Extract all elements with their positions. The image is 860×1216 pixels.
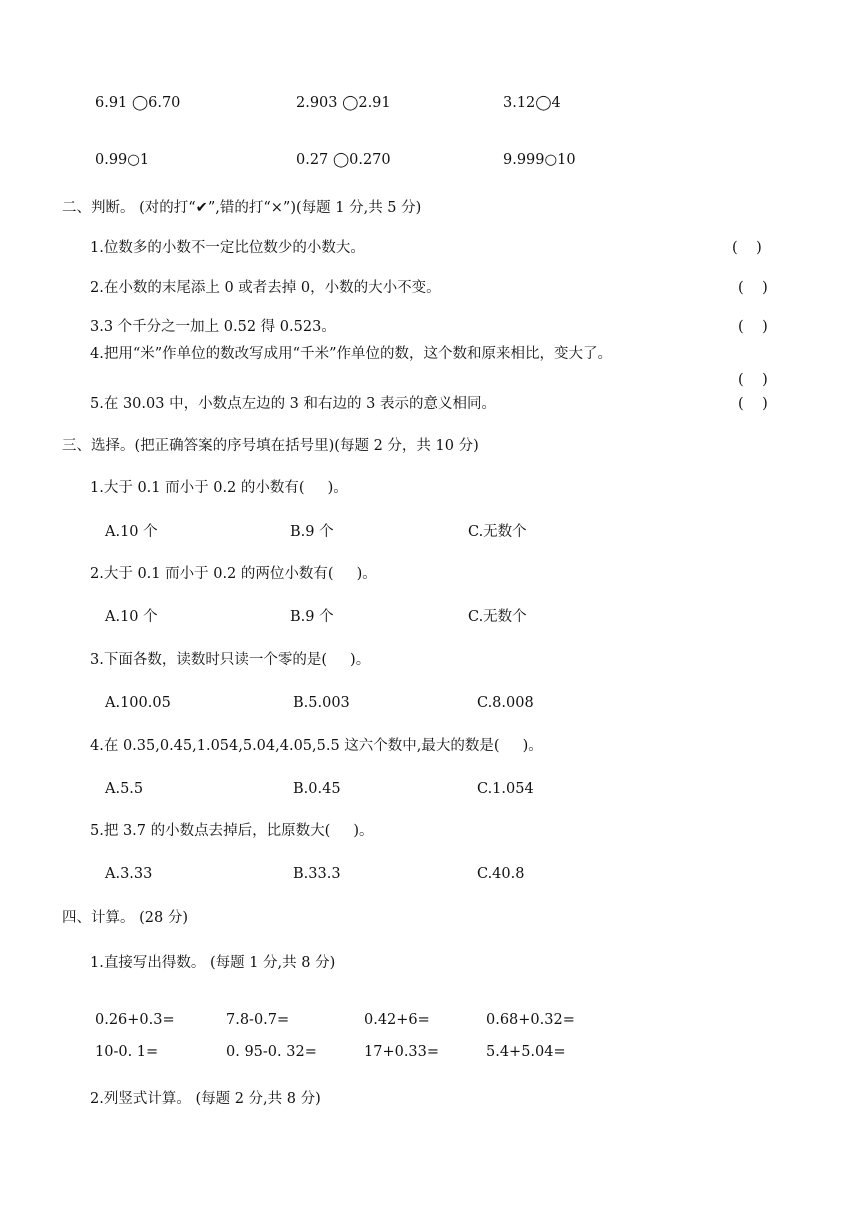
choice-option: A.3.33	[105, 866, 153, 882]
choice-question: 4.在 0.35,0.45,1.054,5.04,4.05,5.5 这六个数中,最大的数是( )。	[90, 738, 543, 754]
section-heading-calc: 四、计算。 (28 分)	[62, 910, 188, 926]
choice-option: B.33.3	[293, 866, 341, 882]
compare-item: 6.91 ◯6.70	[95, 95, 181, 111]
choice-option: A.100.05	[105, 695, 171, 711]
choice-question: 5.把 3.7 的小数点去掉后，比原数大( )。	[90, 823, 374, 839]
calc-item: 0.26+0.3=	[95, 1012, 175, 1028]
choice-option: B.5.003	[293, 695, 350, 711]
compare-item: 9.999○10	[503, 152, 576, 168]
compare-item: 0.99○1	[95, 152, 150, 168]
choice-option: A.5.5	[105, 781, 144, 797]
answer-paren: ( )	[732, 240, 762, 256]
judge-item: 4.把用“米”作单位的数改写成用“千米”作单位的数，这个数和原来相比，变大了。	[90, 346, 612, 362]
choice-option: B.9 个	[290, 524, 334, 540]
choice-option: C.1.054	[477, 781, 534, 797]
section-heading-judge: 二、判断。 (对的打“✔”,错的打“×”)(每题 1 分,共 5 分)	[62, 200, 422, 216]
choice-question: 2.大于 0.1 而小于 0.2 的两位小数有( )。	[90, 566, 377, 582]
judge-item: 2.在小数的末尾添上 0 或者去掉 0，小数的大小不变。	[90, 280, 441, 296]
choice-option: C.40.8	[477, 866, 525, 882]
choice-option: C.无数个	[468, 524, 527, 540]
answer-paren: ( )	[738, 319, 768, 335]
compare-item: 2.903 ◯2.91	[296, 95, 391, 111]
calc-subheading: 2.列竖式计算。 (每题 2 分,共 8 分)	[90, 1091, 321, 1107]
choice-question: 1.大于 0.1 而小于 0.2 的小数有( )。	[90, 480, 348, 496]
choice-option: A.10 个	[105, 609, 158, 625]
judge-item: 1.位数多的小数不一定比位数少的小数大。	[90, 240, 365, 256]
choice-option: A.10 个	[105, 524, 158, 540]
calc-item: 17+0.33=	[364, 1044, 440, 1060]
choice-option: C.无数个	[468, 609, 527, 625]
choice-option: C.8.008	[477, 695, 534, 711]
calc-subheading: 1.直接写出得数。 (每题 1 分,共 8 分)	[90, 955, 336, 971]
judge-item: 3.3 个千分之一加上 0.52 得 0.523。	[90, 319, 336, 335]
choice-question: 3.下面各数，读数时只读一个零的是( )。	[90, 652, 371, 668]
calc-item: 10-0. 1=	[95, 1044, 159, 1060]
judge-item: 5.在 30.03 中，小数点左边的 3 和右边的 3 表示的意义相同。	[90, 396, 496, 412]
answer-paren: ( )	[738, 280, 768, 296]
calc-item: 0.42+6=	[364, 1012, 430, 1028]
calc-item: 0. 95-0. 32=	[226, 1044, 317, 1060]
calc-item: 0.68+0.32=	[486, 1012, 575, 1028]
calc-item: 5.4+5.04=	[486, 1044, 566, 1060]
calc-item: 7.8-0.7=	[226, 1012, 290, 1028]
choice-option: B.0.45	[293, 781, 341, 797]
section-heading-choice: 三、选择。(把正确答案的序号填在括号里)(每题 2 分，共 10 分)	[62, 438, 479, 454]
answer-paren: ( )	[738, 396, 768, 412]
choice-option: B.9 个	[290, 609, 334, 625]
answer-paren: ( )	[738, 372, 768, 388]
compare-item: 3.12◯4	[503, 95, 561, 111]
compare-item: 0.27 ◯0.270	[296, 152, 391, 168]
